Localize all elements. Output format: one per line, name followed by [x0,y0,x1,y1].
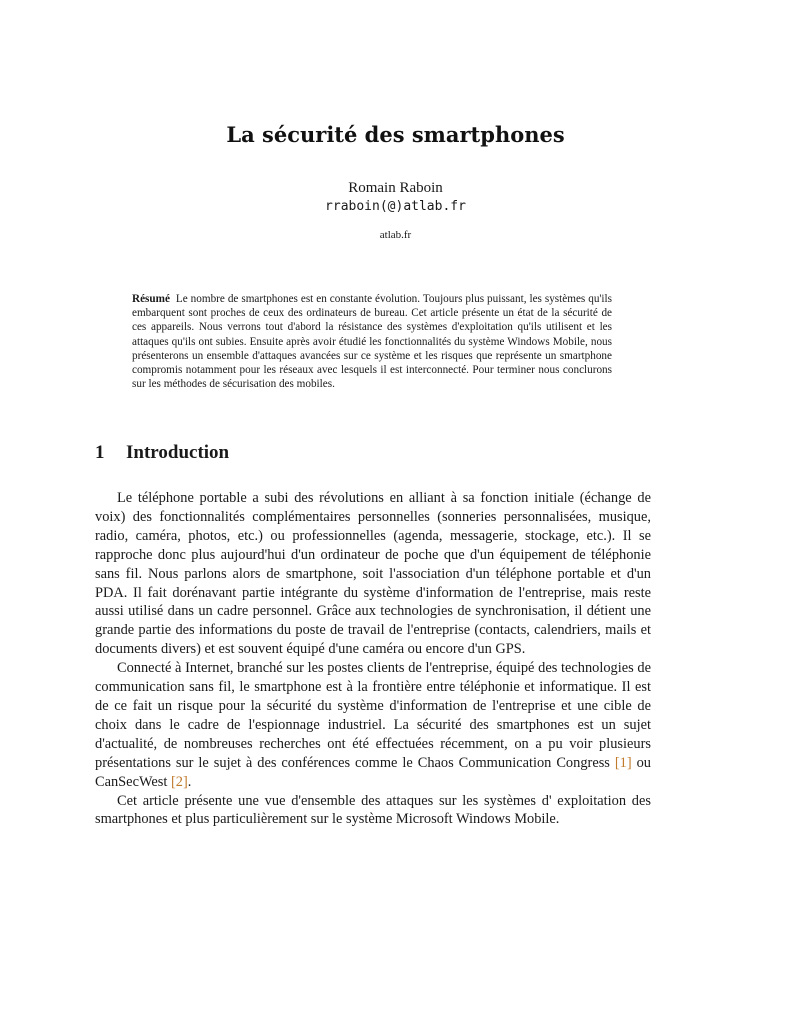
citation-link-2[interactable]: [2] [170,773,188,790]
paragraph-2-mid: ou CanSecWest [95,754,651,790]
paragraph-2-text: Connecté à Internet, branché sur les postes clients de l'entreprise, équipé des technologies de communication sans fil, le smartphone est à la frontière entre téléphonie et informatique. Il est de ce fait un risque pour la sécurité du système d'information de l'entreprise et une cible de choix dans le cadre de l'espionnage industriel. La sécurité des smartphones est un sujet d'actualité, de nombreuses recherches ont été effectuées récemment, on a pu voir plusieurs présentations sur le sujet à des conférences comme le Chaos Communication Congress [95,660,651,771]
section-title: Introduction [126,442,230,463]
paragraph-2-end: . [187,773,192,790]
paper-title: La sécurité des smartphones [226,122,565,147]
section-heading [95,442,229,464]
citation-link-1[interactable]: [1] [614,754,632,771]
paragraph-2 [95,659,651,791]
section-number: 1 [95,442,105,463]
author-name: Romain Raboin [348,180,443,196]
abstract [132,292,612,391]
abstract-text: Le nombre de smartphones est en constante évolution. Toujours plus puissant, les systèmes qu'ils embarquent sont proches de ceux des ordinateurs de bureau. Cet article présente un état de la sécurité de ces appareils. Nous verrons tout d'abord la résistance des systèmes d'exploitation qu'ils utilisent et les attaques qu'ils ont subies. Ensuite après avoir étudié les fonctionnalités du système Windows Mobile, nous présenterons un ensemble d'attaques avancées sur ce système et les risques que représente un smartphone compromis notamment pour les réseaux avec lesquels il est interconnecté. Pour terminer nous conclurons sur les méthodes de sécurisation des mobiles. [132,293,612,391]
author-email: rraboin(@)atlab.fr [325,199,466,214]
paragraph-3: Cet article présente une vue d'ensemble des attaques sur les systèmes d' exploitation des smartphones et plus particulièrement sur le système Microsoft Windows Mobile. [95,792,651,828]
section-body [95,489,651,829]
abstract-label: Résumé [132,293,170,305]
author-affiliation: atlab.fr [379,229,412,241]
paragraph-1: Le téléphone portable a subi des révolutions en alliant à sa fonction initiale (échange de voix) des fonctionnalités complémentaires personnelles (sonneries personnalisées, musique, radio, caméra, photos, etc.) ou professionnelles (agenda, messagerie, stockage, etc.). Il se rapproche donc plus aujourd'hui d'un ordinateur de poche que d'un équipement de téléphonie sans fil. Nous parlons alors de smartphone, soit l'association d'un téléphone portable et d'un PDA. Il fait dorénavant partie intégrante du système d'information de l'entreprise, mais reste aussi utilisé dans un cadre personnel. Grâce aux technologies de synchronisation, il détient une grande partie des informations du poste de travail de l'entreprise (contacts, calendriers, mails et documents divers) et est souvent équipé d'une caméra ou encore d'un GPS. [95,490,651,658]
